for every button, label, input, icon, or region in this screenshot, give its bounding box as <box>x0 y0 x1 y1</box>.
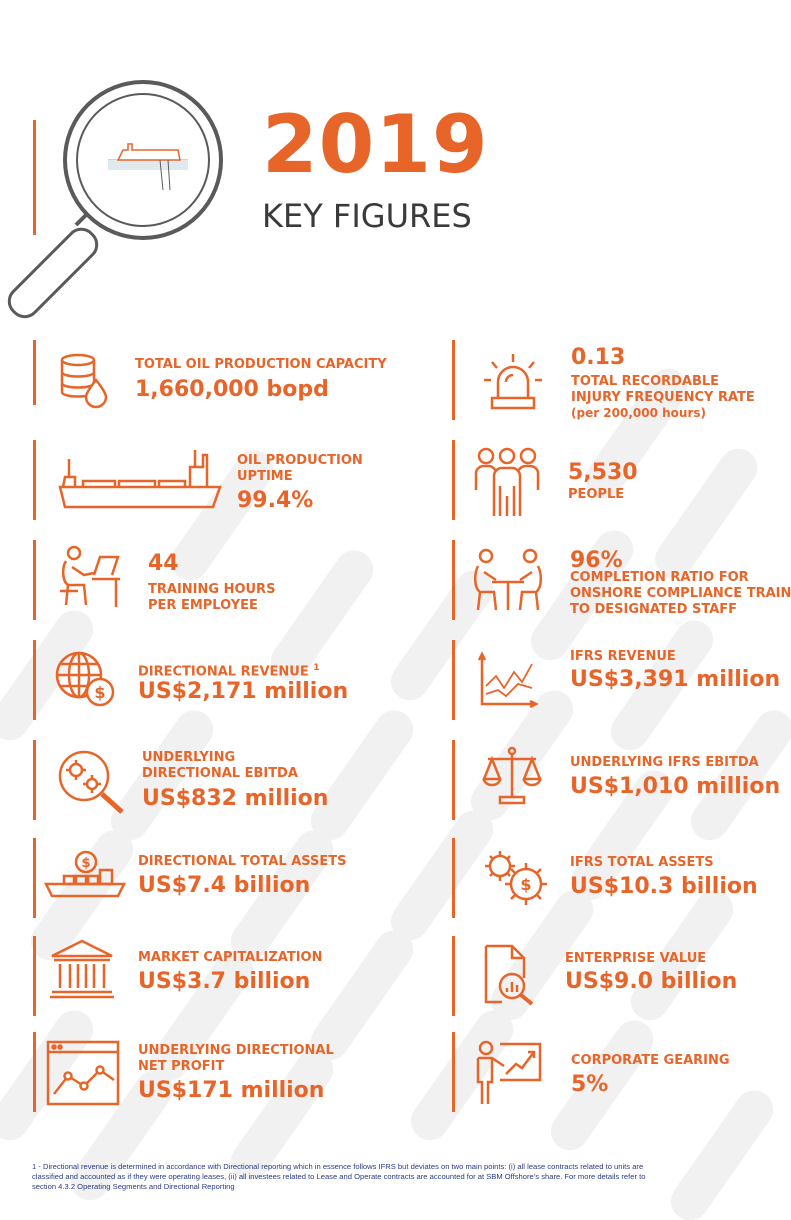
gear-magnifier-icon <box>56 748 126 816</box>
market-cap-label: MARKET CAPITALIZATION <box>138 950 323 965</box>
ifrs-ebitda-value: US$1,010 million <box>570 774 781 799</box>
oil-capacity-value: 1,660,000 bopd <box>135 377 329 402</box>
svg-text:$: $ <box>81 856 91 871</box>
ship-dollar-icon <box>44 850 126 900</box>
accent-line <box>452 540 455 620</box>
page-year: 2019 <box>262 98 489 191</box>
training-value: 44 <box>148 551 179 576</box>
oil-capacity-label: TOTAL OIL PRODUCTION CAPACITY <box>135 357 387 372</box>
accent-line <box>33 340 36 405</box>
net-profit-value: US$171 million <box>138 1078 325 1103</box>
trifr-label-line2: INJURY FREQUENCY RATE <box>571 390 755 405</box>
uptime-label-line1: OIL PRODUCTION <box>237 453 363 468</box>
page-subtitle: KEY FIGURES <box>262 197 472 235</box>
dir-assets-value: US$7.4 billion <box>138 873 311 898</box>
oil-drum-icon <box>58 352 108 407</box>
ifrs-revenue-label: IFRS REVENUE <box>570 649 676 664</box>
alarm-siren-icon <box>482 350 544 412</box>
dir-ebitda-label-line1: UNDERLYING <box>142 750 236 765</box>
ifrs-assets-value: US$10.3 billion <box>570 874 758 899</box>
globe-dollar-icon <box>54 650 116 708</box>
footnote-line: section 4.3.2 Operating Segments and Directional Reporting <box>32 1182 235 1191</box>
footnote-line: 1 - Directional revenue is determined in accordance with Directional reporting which in essence follows IFRS but deviates on two main points: (i) all lease contracts related to units are <box>32 1162 644 1171</box>
uptime-label-line2: UPTIME <box>237 469 293 484</box>
dir-ebitda-value: US$832 million <box>142 786 329 811</box>
footnote-line: classified and accounted as if they were operating leases, (ii) all investees related to Lease and Operate contracts are accounted for at SBM Offshore’s share. For more details refer to <box>32 1172 646 1181</box>
accent-line <box>33 838 36 918</box>
footnote-mark: 1 <box>313 663 320 673</box>
completion-label-line1: COMPLETION RATIO FOR <box>570 570 749 585</box>
uptime-value: 99.4% <box>237 488 314 513</box>
trifr-label-line1: TOTAL RECORDABLE <box>571 374 720 389</box>
people-value: 5,530 <box>568 460 638 485</box>
trend-graph-icon <box>478 652 538 708</box>
directional-revenue-label: DIRECTIONAL REVENUE $^1$ <box>138 663 320 680</box>
accent-line <box>33 1032 36 1112</box>
accent-line <box>33 936 36 1016</box>
net-profit-label-line2: NET PROFIT <box>138 1059 225 1074</box>
completion-value: 96% <box>570 548 623 573</box>
gearing-value: 5% <box>571 1072 609 1097</box>
dir-ebitda-label-line2: DIRECTIONAL EBITDA <box>142 766 298 781</box>
people-group-icon <box>472 446 542 518</box>
enterprise-value-label: ENTERPRISE VALUE <box>565 951 707 966</box>
accent-line <box>452 440 455 520</box>
fpso-ship-icon <box>55 445 225 515</box>
meeting-table-icon <box>472 548 544 614</box>
accent-line <box>33 540 36 620</box>
net-profit-label-line1: UNDERLYING DIRECTIONAL <box>138 1043 334 1058</box>
svg-text:$: $ <box>94 683 106 702</box>
completion-label-line2: ONSHORE COMPLIANCE TRAIN <box>570 586 791 601</box>
trifr-value: 0.13 <box>571 345 626 370</box>
trifr-note: (per 200,000 hours) <box>571 406 707 420</box>
dir-assets-label: DIRECTIONAL TOTAL ASSETS <box>138 854 347 869</box>
bank-building-icon <box>48 938 116 1000</box>
accent-line <box>452 1032 455 1112</box>
training-label-line2: PER EMPLOYEE <box>148 598 258 613</box>
accent-line <box>33 740 36 820</box>
accent-line <box>452 936 455 1016</box>
market-cap-value: US$3.7 billion <box>138 969 311 994</box>
enterprise-value-value: US$9.0 billion <box>565 969 738 994</box>
ifrs-ebitda-label: UNDERLYING IFRS EBITDA <box>570 755 759 770</box>
accent-line <box>452 640 455 720</box>
ifrs-revenue-value: US$3,391 million <box>570 667 781 692</box>
training-label-line1: TRAINING HOURS <box>148 582 276 597</box>
directional-revenue-value: US$2,171 million <box>138 679 349 704</box>
accent-line <box>33 440 36 520</box>
gears-dollar-icon <box>484 848 550 906</box>
magnifier-fpso-icon <box>8 70 208 310</box>
gearing-label: CORPORATE GEARING <box>571 1053 730 1068</box>
presenter-chart-icon <box>474 1040 542 1106</box>
accent-line <box>452 340 455 420</box>
ifrs-assets-label: IFRS TOTAL ASSETS <box>570 855 714 870</box>
completion-label-line3: TO DESIGNATED STAFF <box>570 602 738 617</box>
accent-line <box>452 838 455 918</box>
footnote <box>32 1162 752 1192</box>
document-magnifier-icon <box>482 944 538 1006</box>
line-chart-window-icon <box>46 1040 120 1106</box>
accent-line <box>33 640 36 720</box>
header-accent-line <box>33 120 36 235</box>
svg-text:$: $ <box>520 875 532 894</box>
training-desk-icon <box>58 545 123 610</box>
accent-line <box>452 740 455 820</box>
people-label: PEOPLE <box>568 487 625 502</box>
balance-scale-icon <box>482 745 542 807</box>
